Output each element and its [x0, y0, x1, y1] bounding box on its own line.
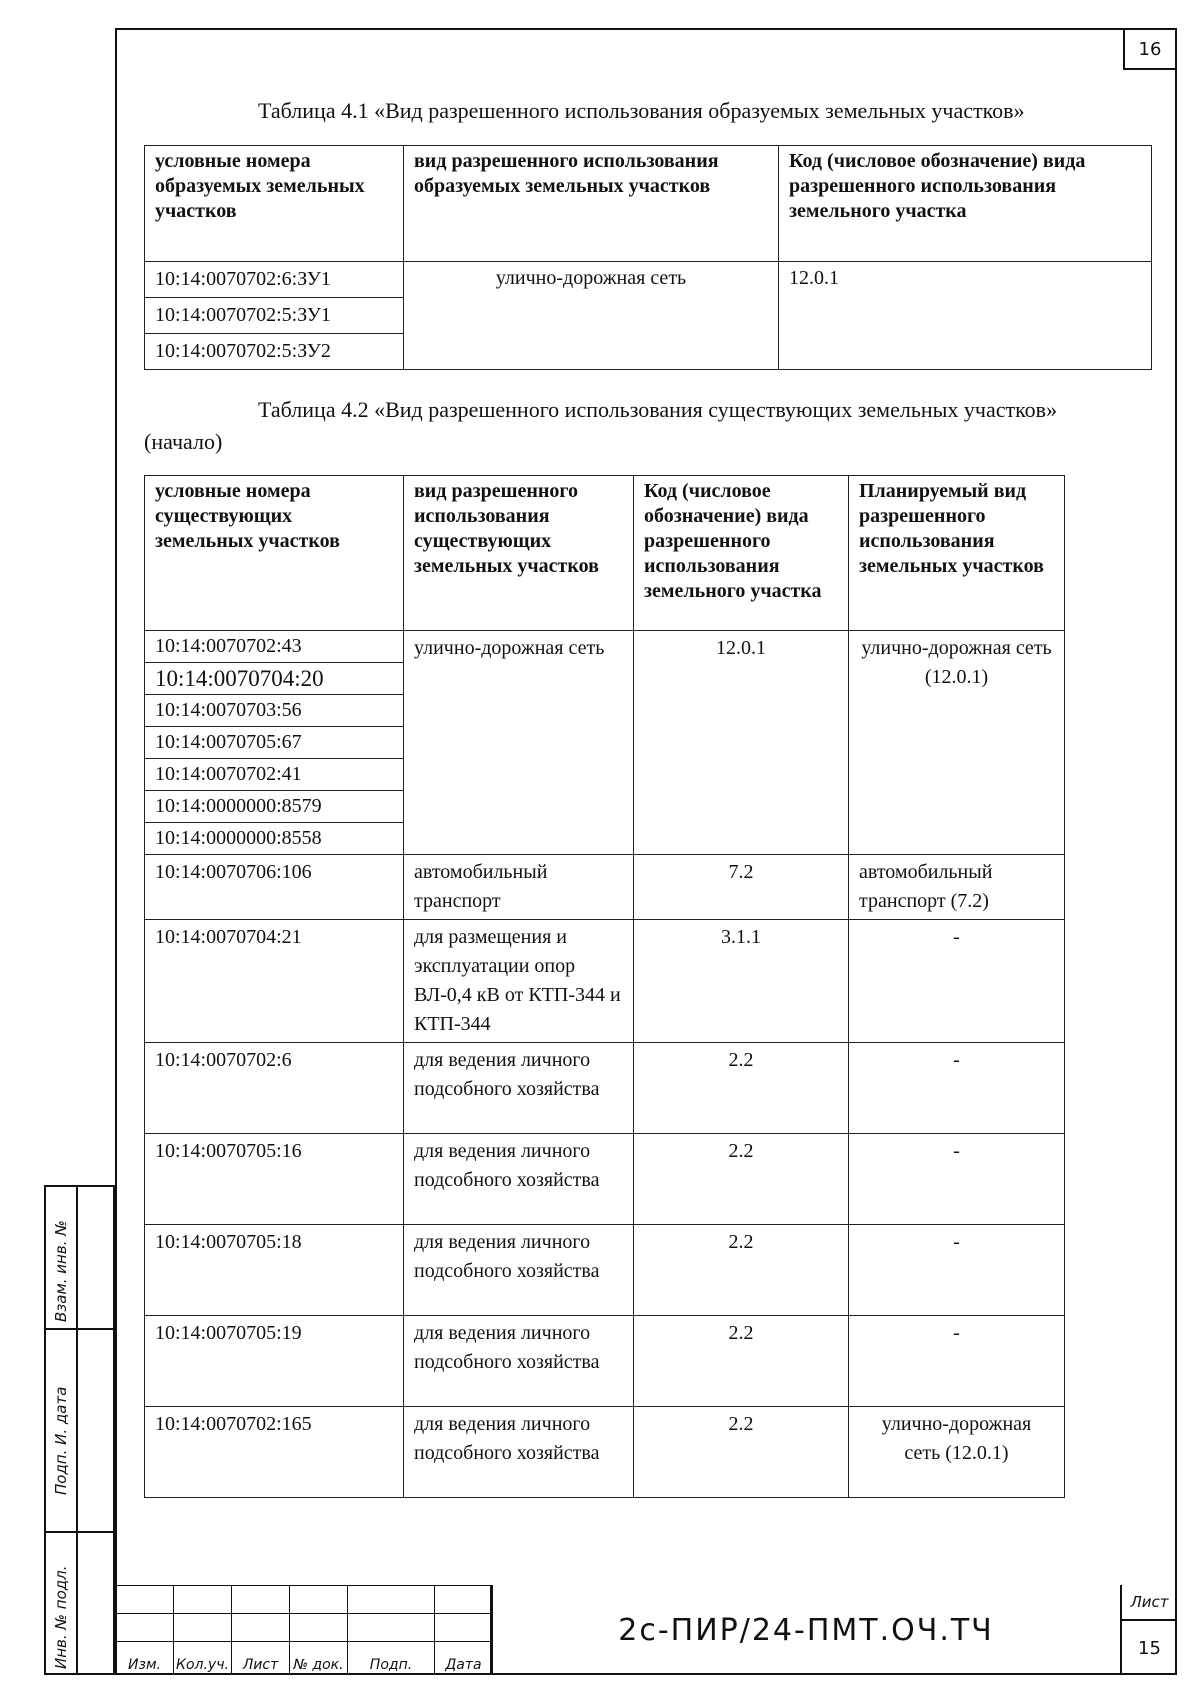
table2-caption: Таблица 4.2 «Вид разрешенного использования существующих земельных участков» — [258, 397, 1058, 422]
use-cell: улично-дорожная сеть — [404, 262, 779, 370]
title-block-label: № док. — [290, 1642, 348, 1674]
parcel-id: 10:14:0070702:6:ЗУ1 — [145, 262, 404, 298]
parcel-id: 10:14:0070704:21 — [145, 920, 404, 1043]
table2 — [144, 475, 1065, 1498]
table1-header: вид разрешенного использования образуемых земельных участков — [404, 146, 779, 262]
side-stamp-cell — [44, 1531, 115, 1675]
use-cell: для размещения и эксплуатации опор ВЛ-0,4 кВ от КТП-344 и КТП-344 — [404, 920, 634, 1043]
table-row — [145, 262, 1152, 298]
parcel-id: 10:14:0070706:106 — [145, 855, 404, 920]
use-cell: для ведения личного подсобного хозяйства — [404, 1043, 634, 1134]
parcel-id: 10:14:0070702:43 — [145, 631, 404, 663]
parcel-id: 10:14:0070702:165 — [145, 1407, 404, 1498]
table2-header: условные номера существующих земельных участков — [145, 476, 404, 631]
use-cell: для ведения личного подсобного хозяйства — [404, 1134, 634, 1225]
table1 — [144, 145, 1152, 370]
table1-caption: Таблица 4.1 «Вид разрешенного использования образуемых земельных участков» — [258, 98, 1025, 123]
table1-header-row — [145, 146, 1152, 262]
parcel-id: 10:14:0000000:8579 — [145, 791, 404, 823]
parcel-id: 10:14:0070705:18 — [145, 1225, 404, 1316]
code-cell: 12.0.1 — [634, 631, 849, 855]
table2-header: Планируемый вид разрешенного использования земельных участков — [849, 476, 1065, 631]
side-stamp — [44, 1185, 115, 1675]
code-cell: 2.2 — [634, 1316, 849, 1407]
code-cell: 3.1.1 — [634, 920, 849, 1043]
planned-cell: - — [849, 1225, 1065, 1316]
table2-header: Код (числовое обозначение) вида разрешенного использования земельного участка — [634, 476, 849, 631]
table1-header: Код (числовое обозначение) вида разрешенного использования земельного участка — [779, 146, 1152, 262]
top-sheet-number: 16 — [1123, 28, 1177, 70]
parcel-id: 10:14:0070703:56 — [145, 695, 404, 727]
code-cell: 2.2 — [634, 1407, 849, 1498]
title-block-label: Изм. — [116, 1642, 174, 1674]
table-row — [145, 1316, 1065, 1407]
title-block — [115, 1585, 1177, 1675]
table-row — [145, 631, 1065, 663]
side-stamp-label: Взам. инв. № — [52, 1220, 70, 1322]
table2-header: вид разрешенного использования существующих земельных участков — [404, 476, 634, 631]
planned-cell: - — [849, 1134, 1065, 1225]
title-block-label: Кол.уч. — [174, 1642, 232, 1674]
title-block-label: Лист — [232, 1642, 290, 1674]
side-stamp-cell — [44, 1185, 115, 1330]
use-cell: для ведения личного подсобного хозяйства — [404, 1225, 634, 1316]
use-cell: для ведения личного подсобного хозяйства — [404, 1316, 634, 1407]
use-cell: автомобильный транспорт — [404, 855, 634, 920]
code-cell: 12.0.1 — [779, 262, 1152, 370]
parcel-id: 10:14:0000000:8558 — [145, 823, 404, 855]
table-row — [145, 1407, 1065, 1498]
table1-header: условные номера образуемых земельных участков — [145, 146, 404, 262]
parcel-id: 10:14:0070705:19 — [145, 1316, 404, 1407]
parcel-id: 10:14:0070702:5:ЗУ1 — [145, 298, 404, 334]
use-cell: для ведения личного подсобного хозяйства — [404, 1407, 634, 1498]
table2-caption-cont: (начало) — [144, 429, 223, 454]
sheet-number: 15 — [1138, 1637, 1161, 1659]
side-stamp-cell — [44, 1328, 115, 1533]
parcel-id: 10:14:0070704:20 — [145, 663, 404, 695]
table-row — [145, 920, 1065, 1043]
side-stamp-label: Подп. И. дата — [52, 1386, 70, 1495]
planned-cell: автомобильный транспорт (7.2) — [849, 855, 1065, 920]
sheet-label: Лист — [1122, 1585, 1177, 1621]
planned-cell: - — [849, 1316, 1065, 1407]
sheet-box — [1120, 1585, 1177, 1675]
table-row — [145, 1134, 1065, 1225]
use-cell: улично-дорожная сеть — [404, 631, 634, 855]
side-stamp-label: Инв. № подл. — [52, 1565, 70, 1669]
planned-cell: улично-дорожная сеть (12.0.1) — [849, 1407, 1065, 1498]
parcel-id: 10:14:0070702:6 — [145, 1043, 404, 1134]
code-cell: 2.2 — [634, 1134, 849, 1225]
code-cell: 2.2 — [634, 1043, 849, 1134]
title-block-grid — [115, 1585, 493, 1674]
table-row — [145, 855, 1065, 920]
title-block-label: Дата — [435, 1642, 493, 1674]
parcel-id: 10:14:0070702:41 — [145, 759, 404, 791]
parcel-id: 10:14:0070702:5:ЗУ2 — [145, 334, 404, 370]
planned-cell: улично-дорожная сеть (12.0.1) — [849, 631, 1065, 855]
table2-header-row — [145, 476, 1065, 631]
planned-cell: - — [849, 1043, 1065, 1134]
code-cell: 2.2 — [634, 1225, 849, 1316]
parcel-id: 10:14:0070705:16 — [145, 1134, 404, 1225]
title-block-label: Подп. — [348, 1642, 435, 1674]
planned-cell: - — [849, 920, 1065, 1043]
parcel-id: 10:14:0070705:67 — [145, 727, 404, 759]
code-cell: 7.2 — [634, 855, 849, 920]
table-row — [145, 1225, 1065, 1316]
document-code: 2с-ПИР/24-ПМТ.ОЧ.ТЧ — [490, 1585, 1120, 1675]
table-row — [145, 1043, 1065, 1134]
